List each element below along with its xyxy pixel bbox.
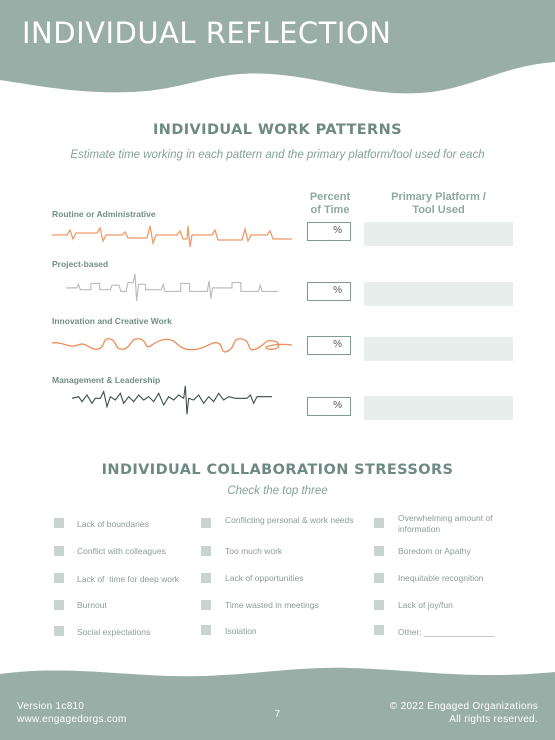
checkbox-deep-work[interactable] — [54, 573, 64, 583]
checkbox-wasted-meetings[interactable] — [201, 600, 211, 610]
innovation-waveform — [52, 329, 292, 359]
tool-input-management[interactable] — [364, 396, 513, 420]
checkbox-overwhelming-information[interactable] — [374, 518, 384, 528]
header-band — [0, 0, 555, 110]
stressor-label: Lack of time for deep work — [77, 574, 180, 584]
pattern-label-management: Management & Leadership — [52, 375, 161, 385]
percent-input-project[interactable]: % — [307, 282, 351, 301]
checkbox-other[interactable] — [374, 625, 384, 635]
footer-rights: All rights reserved. — [449, 714, 538, 725]
checkbox-conflict-colleagues[interactable] — [54, 546, 64, 556]
stressor-label: Time wasted in meetings — [225, 600, 319, 610]
management-waveform — [52, 385, 292, 415]
stressors-title: INDIVIDUAL COLLABORATION STRESSORS — [101, 462, 454, 478]
checkbox-social-expectations[interactable] — [54, 626, 64, 636]
footer-url[interactable]: www.engagedorgs.com — [17, 714, 127, 725]
percent-input-management[interactable]: % — [307, 397, 351, 416]
checkbox-inequitable-recognition[interactable] — [374, 573, 384, 583]
tool-column-header: Primary Platform / Tool Used — [391, 191, 486, 216]
percent-input-innovation[interactable]: % — [307, 336, 351, 355]
stressor-label: Lack of joy/fun — [398, 600, 453, 610]
page-number: 7 — [274, 709, 281, 720]
footer-band — [0, 660, 555, 740]
page-title: INDIVIDUAL REFLECTION — [22, 16, 392, 50]
work-patterns-subtitle: Estimate time working in each pattern and the primary platform/tool used for each — [70, 149, 485, 161]
work-patterns-title: INDIVIDUAL WORK PATTERNS — [153, 122, 402, 138]
checkbox-conflicting-needs[interactable] — [201, 518, 211, 528]
checkbox-burnout[interactable] — [54, 600, 64, 610]
stressor-label: Isolation — [225, 626, 257, 636]
percent-column-header: Percent of Time — [309, 191, 351, 216]
stressor-label: Inequitable recognition — [398, 573, 484, 583]
checkbox-boredom[interactable] — [374, 546, 384, 556]
footer-version: Version 1c810 — [17, 701, 85, 712]
stressor-label: Overwhelming amount of information — [398, 513, 493, 534]
footer-copyright: © 2022 Engaged Organizations — [389, 701, 538, 712]
stressor-label: Conflicting personal & work needs — [225, 515, 354, 525]
tool-input-innovation[interactable] — [364, 337, 513, 361]
project-waveform — [52, 272, 292, 302]
pattern-label-innovation: Innovation and Creative Work — [52, 316, 172, 326]
percent-input-routine[interactable]: % — [307, 222, 351, 241]
stressor-label: Burnout — [77, 600, 107, 610]
pattern-label-project: Project-based — [52, 259, 109, 269]
tool-input-routine[interactable] — [364, 222, 513, 246]
stressor-label: Conflict with colleagues — [77, 546, 166, 556]
tool-input-project[interactable] — [364, 282, 513, 306]
stressor-label: Too much work — [225, 546, 283, 556]
routine-waveform — [52, 220, 292, 250]
stressor-label: Lack of boundaries — [77, 519, 149, 529]
checkbox-isolation[interactable] — [201, 625, 211, 635]
stressor-label: Boredom or Apathy — [398, 546, 471, 556]
checkbox-lack-of-boundaries[interactable] — [54, 518, 64, 528]
pattern-label-routine: Routine or Administrative — [52, 209, 156, 219]
checkbox-lack-joy[interactable] — [374, 600, 384, 610]
checkbox-too-much-work[interactable] — [201, 546, 211, 556]
stressors-subtitle: Check the top three — [227, 485, 328, 497]
stressor-label: Social expectations — [77, 627, 151, 637]
stressor-label: Lack of opportunities — [225, 573, 304, 583]
stressor-label-other: Other: _______________ — [398, 627, 495, 637]
checkbox-lack-opportunities[interactable] — [201, 573, 211, 583]
